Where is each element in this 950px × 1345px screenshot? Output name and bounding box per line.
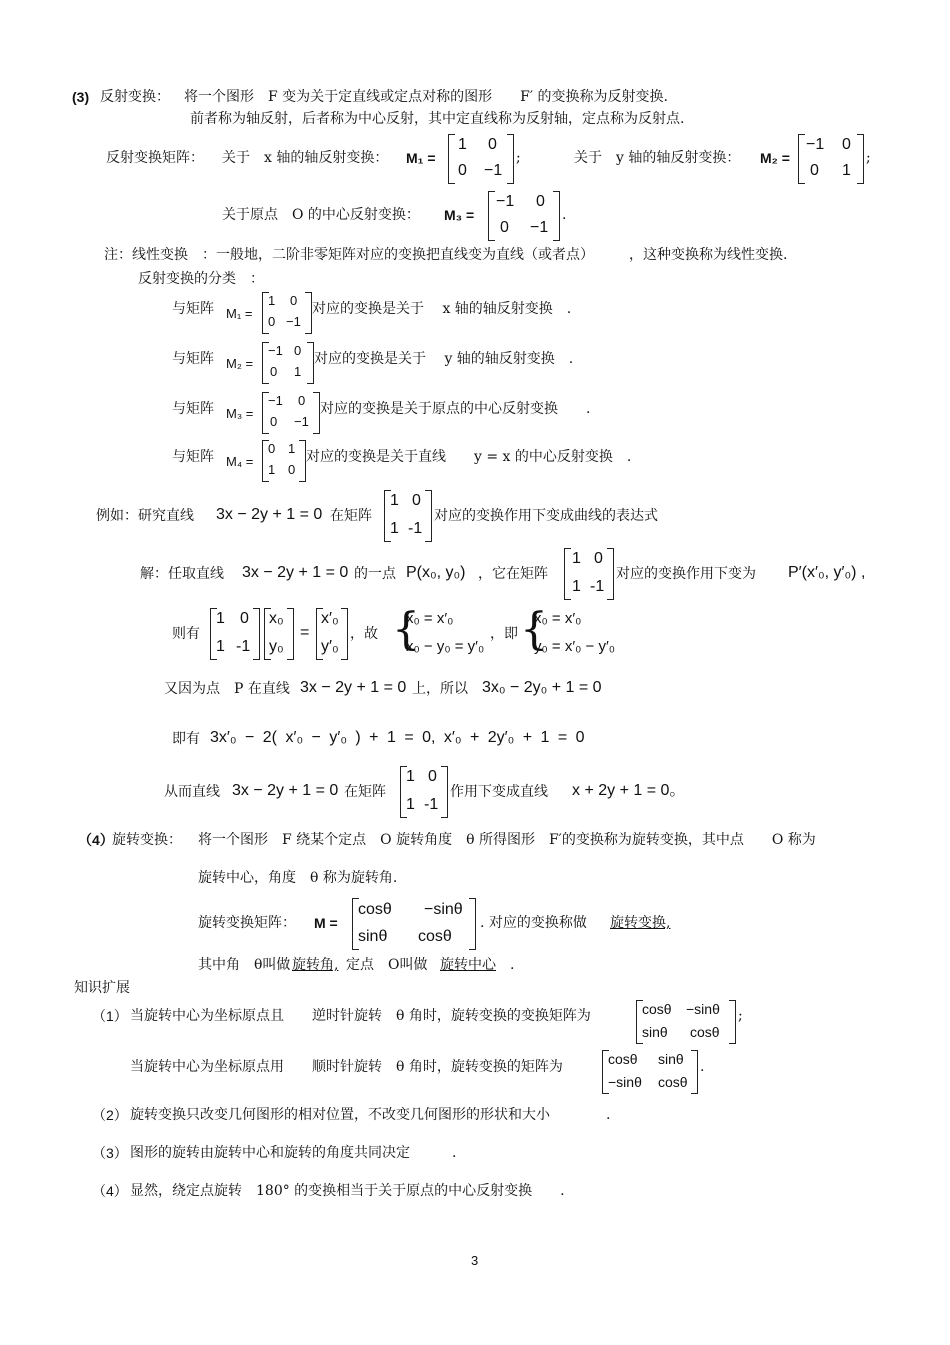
classification-matrix	[262, 392, 320, 434]
ext-item-1-text: 当旋转中心为坐标原点且 逆时针旋转 θ 角时，旋转变换的变换矩阵为	[130, 1008, 591, 1024]
matrix-cell: 0	[594, 550, 603, 567]
solution-a-point: 的一点	[354, 566, 396, 582]
system-row: x₀ = x′₀	[534, 610, 582, 627]
rotation-matrix-name: M =	[314, 915, 338, 931]
matrix-cell: −1	[496, 193, 515, 210]
solution-line-equation: 3x − 2y + 1 = 0	[242, 564, 349, 581]
rotation-center-underlined: 旋转中心	[440, 957, 496, 973]
matrix-cell: 0	[268, 441, 276, 456]
classification-post: 对应的变换是关于 y 轴的轴反射变换 .	[314, 351, 574, 367]
y-axis-reflection-label: 关于 y 轴的轴反射变换：	[574, 150, 741, 166]
thus-becomes: 作用下变成直线	[450, 784, 548, 800]
section-3-number: (3)	[72, 89, 90, 105]
extension-heading: 知识扩展	[74, 980, 130, 996]
vector-cell: x′₀	[321, 610, 339, 627]
classification-matrix-name: M₄ =	[226, 454, 254, 469]
solution-point-p: P(x₀, y₀)	[406, 564, 466, 581]
matrix-cell: −1	[268, 393, 283, 408]
classification-pre: 与矩阵	[172, 401, 214, 417]
m2-name: M₂ =	[760, 150, 790, 166]
matrix-cell: 0	[842, 136, 851, 153]
m3-name: M₃ =	[444, 207, 475, 223]
matrix-cell: 0	[294, 343, 302, 358]
ext-item-number: （4）	[92, 1183, 128, 1199]
matrix-cell: 0	[298, 393, 306, 408]
matrix-cell: 1	[294, 364, 302, 379]
matrix-cell: −1	[484, 162, 503, 179]
vector-x0-y0	[264, 608, 294, 660]
matrix-cell: sinθ	[642, 1024, 668, 1040]
solution-in-matrix: ，它在矩阵	[478, 566, 548, 582]
matrix-cell: cosθ	[690, 1024, 720, 1040]
solution-matrix	[564, 548, 614, 600]
matrix-cell: 0	[458, 162, 467, 179]
matrix-cell: 1	[288, 441, 296, 456]
classification-matrix-name: M₂ =	[226, 356, 254, 371]
classification-matrix-name: M₁ =	[226, 306, 253, 321]
matrix-cell: 1	[406, 768, 415, 785]
matrix-cell: -1	[424, 796, 439, 813]
rotation-matrix-label: 旋转变换矩阵：	[198, 915, 296, 931]
therefore-label: ，故	[350, 626, 378, 642]
jiyou-label: 即有	[172, 731, 200, 747]
since-so: 上，所以	[412, 681, 468, 697]
reflection-classification-heading: 反射变换的分类 ：	[138, 271, 264, 287]
x-axis-reflection-label: 关于 x 轴的轴反射变换：	[222, 150, 389, 166]
matrix-cell: 0	[412, 492, 421, 509]
example-matrix	[384, 490, 432, 542]
matrix-cell: −1	[530, 219, 549, 236]
equation-system-2	[520, 604, 630, 660]
thus-line-equation: 3x − 2y + 1 = 0	[232, 782, 339, 799]
matrix-cell: 0	[268, 314, 276, 329]
section-4-title: 旋转变换：	[112, 832, 182, 848]
matrix-cell: sinθ	[658, 1051, 684, 1067]
matrix-cell: -1	[590, 578, 605, 595]
vector-cell: y₀	[269, 638, 284, 655]
matrix-cell: 1	[842, 162, 851, 179]
thus-matrix	[400, 766, 448, 818]
classification-matrix	[262, 440, 306, 482]
example-intro: 例如：研究直线	[96, 508, 194, 524]
section-3-title: 反射变换：	[100, 89, 170, 105]
semicolon: ;	[866, 150, 871, 166]
ext-item-1b-text: 当旋转中心为坐标原点用 顺时针旋转 θ 角时，旋转变换的矩阵为	[130, 1059, 563, 1075]
solution-intro: 解：任取直线	[140, 566, 224, 582]
example-line-equation: 3x − 2y + 1 = 0	[216, 506, 323, 523]
matrix-cell: 1	[216, 610, 225, 627]
example-in-matrix: 在矩阵	[330, 508, 372, 524]
then-matrix	[210, 608, 260, 660]
matrix-cell: 0	[536, 193, 545, 210]
equation-system-1	[392, 604, 502, 660]
ext-item-3-text: 图形的旋转由旋转中心和旋转的角度共同决定 .	[130, 1145, 457, 1161]
classification-post: 对应的变换是关于 x 轴的轴反射变换 .	[312, 301, 572, 317]
section-3-definition-line1: 将一个图形 F 变为关于定直线或定点对称的图形 F′ 的变换称为反射变换.	[184, 89, 668, 105]
brace-icon: {	[392, 604, 420, 655]
matrix-cell: -1	[236, 638, 251, 655]
vector-cell: x₀	[269, 610, 284, 627]
brace-icon: {	[520, 604, 548, 655]
classification-matrix	[262, 292, 312, 334]
rotation-center-text: 定点 O叫做	[346, 957, 428, 973]
since-line-equation: 3x − 2y + 1 = 0	[300, 679, 407, 696]
cw-rotation-matrix	[602, 1050, 698, 1094]
matrix-cell: −sinθ	[686, 1001, 720, 1017]
matrix-cell: cosθ	[358, 901, 392, 918]
matrix-cell: 0	[290, 293, 298, 308]
matrix-cell: 0	[488, 136, 497, 153]
rotation-angle-text: 其中角 θ叫做	[198, 957, 291, 973]
matrix-cell: cosθ	[642, 1001, 672, 1017]
classification-matrix	[262, 342, 314, 384]
jiyou-equation: 3x′₀ − 2( x′₀ − y′₀ ) + 1 = 0, x′₀ + 2y′₀ + 1 = 0	[210, 729, 585, 746]
matrix-m3	[488, 191, 560, 241]
matrix-cell: 1	[390, 520, 399, 537]
semicolon: ;	[516, 150, 521, 166]
reflection-matrix-label: 反射变换矩阵：	[106, 150, 204, 166]
classification-matrix-name: M₃ =	[226, 406, 254, 421]
equals-sign: =	[300, 624, 310, 641]
classification-post: 对应的变换是关于原点的中心反射变换 .	[320, 401, 591, 417]
ext-item-number: （2）	[92, 1107, 128, 1123]
rotation-matrix	[352, 898, 476, 950]
classification-post: 对应的变换是关于直线 y = x 的中心反射变换 .	[306, 449, 632, 465]
section-4-definition-line1: 将一个图形 F 绕某个定点 O 旋转角度 θ 所得图形 F′的变换称为旋转变换，其中点 O 称为	[198, 832, 816, 848]
matrix-cell: 0	[288, 462, 296, 477]
period: .	[700, 1059, 705, 1075]
matrix-cell: 1	[268, 462, 276, 477]
matrix-cell: −1	[294, 414, 309, 429]
period: .	[510, 957, 515, 973]
ccw-rotation-matrix	[636, 1000, 736, 1044]
page-number: 3	[471, 1253, 479, 1268]
system-row: x₀ = x′₀	[406, 610, 454, 627]
matrix-cell: 1	[572, 578, 581, 595]
matrix-cell: −1	[806, 136, 825, 153]
rotation-angle-underlined: 旋转角,	[292, 957, 339, 973]
vector-x0p-y0p	[316, 608, 348, 660]
system-row: y₀ = x′₀ − y′₀	[534, 638, 615, 655]
matrix-cell: -1	[408, 520, 423, 537]
thus-text: 从而直线	[164, 784, 220, 800]
matrix-cell: 0	[810, 162, 819, 179]
matrix-cell: −sinθ	[608, 1074, 642, 1090]
matrix-cell: 1	[216, 638, 225, 655]
matrix-cell: 1	[406, 796, 415, 813]
matrix-cell: 1	[458, 136, 467, 153]
then-label: 则有	[172, 626, 200, 642]
matrix-cell: cosθ	[608, 1051, 638, 1067]
matrix-cell: 1	[268, 293, 276, 308]
thus-result-equation: x + 2y + 1 = 0。	[572, 782, 686, 799]
example-task: 对应的变换作用下变成曲线的表达式	[434, 508, 658, 524]
vector-cell: y′₀	[321, 638, 339, 655]
classification-pre: 与矩阵	[172, 449, 214, 465]
matrix-cell: 0	[428, 768, 437, 785]
semicolon: ;	[738, 1008, 743, 1024]
matrix-cell: 1	[390, 492, 399, 509]
matrix-cell: 1	[572, 550, 581, 567]
matrix-cell: −1	[268, 343, 283, 358]
matrix-cell: 0	[270, 414, 278, 429]
matrix-cell: 0	[500, 219, 509, 236]
rotation-transform-underlined: 旋转变换,	[610, 915, 671, 931]
matrix-cell: 0	[270, 364, 278, 379]
since-point-equation: 3x₀ − 2y₀ + 1 = 0	[482, 679, 602, 696]
solution-point-p-prime: P′(x′₀, y′₀) ,	[788, 564, 866, 581]
linear-transform-note: 注：线性变换 ：一般地，二阶非零矩阵对应的变换把直线变为直线（或者点） ，这种变换称为线性变换.	[104, 247, 788, 263]
ext-item-2-text: 旋转变换只改变几何图形的相对位置，不改变几何图形的形状和大小 .	[130, 1107, 611, 1123]
solution-becomes: 对应的变换作用下变为	[616, 566, 756, 582]
system-row: x₀ − y₀ = y′₀	[406, 638, 485, 655]
matrix-cell: −sinθ	[424, 901, 463, 918]
m1-name: M₁ =	[406, 150, 436, 166]
matrix-cell: sinθ	[358, 928, 388, 945]
rotation-after-text: . 对应的变换称做	[480, 915, 587, 931]
matrix-cell: −1	[286, 314, 301, 329]
classification-pre: 与矩阵	[172, 351, 214, 367]
namely-label: ，即	[490, 626, 518, 642]
classification-pre: 与矩阵	[172, 301, 214, 317]
ext-item-number: （1）	[92, 1008, 128, 1024]
ext-item-4-text: 显然，绕定点旋转 180° 的变换相当于关于原点的中心反射变换 .	[130, 1183, 565, 1199]
matrix-m2	[798, 134, 864, 184]
period: .	[562, 207, 567, 223]
since-text: 又因为点 P 在直线	[164, 681, 290, 697]
ext-item-number: （3）	[92, 1145, 128, 1161]
thus-in-matrix: 在矩阵	[344, 784, 386, 800]
matrix-cell: 0	[240, 610, 249, 627]
section-4-definition-line2: 旋转中心，角度 θ 称为旋转角.	[198, 870, 398, 886]
matrix-m1	[448, 134, 514, 184]
matrix-cell: cosθ	[658, 1074, 688, 1090]
origin-reflection-label: 关于原点 O 的中心反射变换：	[222, 207, 420, 223]
section-4-number: （4）	[78, 832, 114, 848]
matrix-cell: cosθ	[418, 928, 452, 945]
section-3-definition-line2: 前者称为轴反射，后者称为中心反射，其中定直线称为反射轴，定点称为反射点.	[190, 111, 685, 127]
